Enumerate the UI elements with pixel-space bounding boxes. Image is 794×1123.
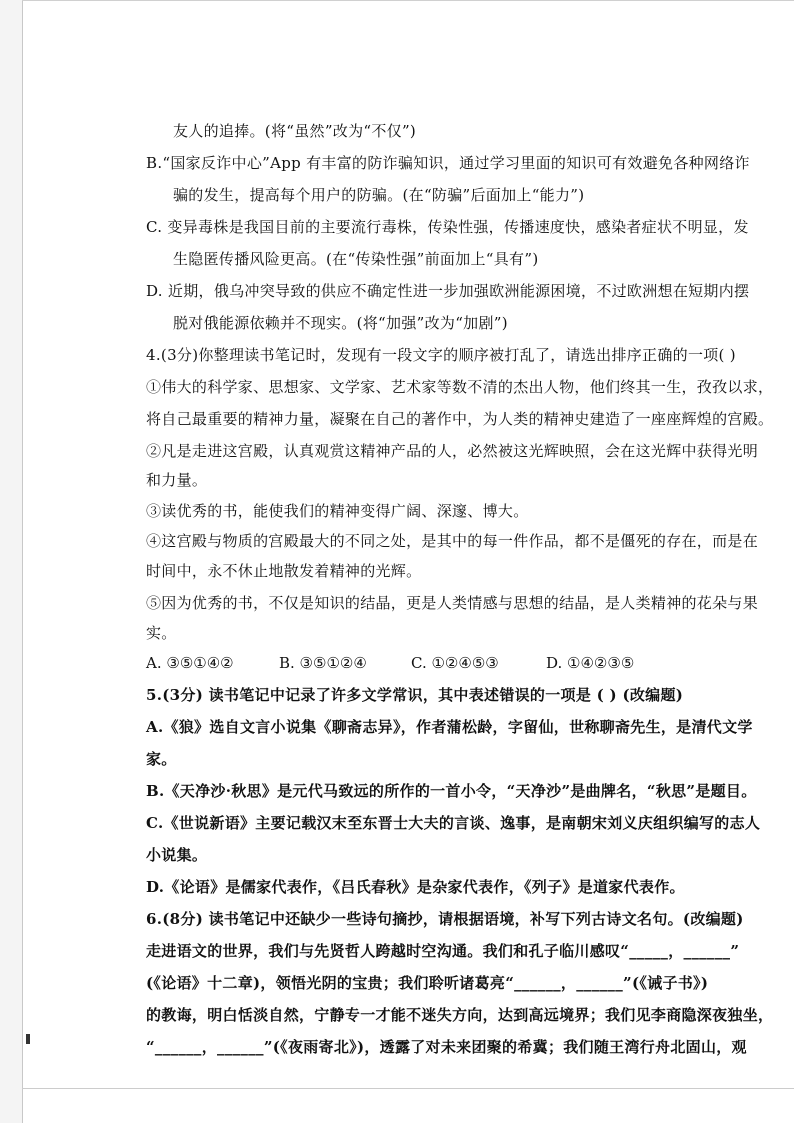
- q6-passage-4: “______，______”(《夜雨寄北》)，透露了对未来团聚的希冀；我们随王湾行舟北固山，观: [146, 1038, 747, 1056]
- q4-sentence-4-cont: 时间中，永不休止地散发着精神的光辉。: [146, 562, 422, 580]
- q3-option-c-cont: 生隐匿传播风险更高。(在“传染性强”前面加上“具有”): [173, 250, 539, 268]
- scan-edge-left: [22, 0, 23, 1123]
- q4-option-c: C. ①②④⑤③: [411, 654, 499, 672]
- q3-option-a-end: 友人的追捧。(将“虽然”改为“不仅”): [173, 122, 417, 140]
- q3-option-d-cont: 脱对俄能源依赖并不现实。(将“加强”改为“加剧”): [173, 314, 508, 332]
- scan-edge-bottom: [22, 1088, 794, 1089]
- question-5-stem: 5.(3分) 读书笔记中记录了许多文学常识，其中表述错误的一项是 ( ) (改编题): [146, 686, 684, 704]
- q5-option-d: D.《论语》是儒家代表作，《吕氏春秋》是杂家代表作，《列子》是道家代表作。: [146, 878, 685, 896]
- q4-sentence-3: ③读优秀的书，能使我们的精神变得广阔、深邃、博大。: [146, 502, 529, 520]
- q5-option-a: A.《狼》选自文言小说集《聊斋志异》，作者蒲松龄，字留仙，世称聊斋先生，是清代文学: [146, 718, 753, 736]
- q4-sentence-2: ②凡是走进这宫殿，认真观赏这精神产品的人，必然被这光辉映照，会在这光辉中获得光明: [146, 442, 759, 460]
- q5-option-b: B.《天净沙·秋思》是元代马致远的所作的一首小令，“天净沙”是曲牌名，“秋思”是题目。: [146, 782, 757, 800]
- q4-option-d: D. ①④②③⑤: [546, 654, 635, 672]
- question-6-stem: 6.(8分) 读书笔记中还缺少一些诗句摘抄，请根据语境，补写下列古诗文名句。(改编题): [146, 910, 744, 928]
- q4-options: [146, 653, 666, 675]
- q4-sentence-1-cont: 将自己最重要的精神力量，凝聚在自己的著作中，为人类的精神史建造了一座座辉煌的宫殿。: [146, 410, 774, 428]
- q3-option-c: C. 变异毒株是我国目前的主要流行毒株，传染性强，传播速度快，感染者症状不明显，发: [146, 218, 749, 236]
- q5-option-c: C.《世说新语》主要记载汉末至东晋士大夫的言谈、逸事，是南朝宋刘义庆组织编写的志人: [146, 814, 761, 832]
- q4-sentence-1: ①伟大的科学家、思想家、文学家、艺术家等数不清的杰出人物，他们终其一生，孜孜以求，: [146, 378, 774, 396]
- q4-option-a: A. ③⑤①④②: [146, 654, 234, 672]
- q4-sentence-5: ⑤因为优秀的书，不仅是知识的结晶，更是人类情感与思想的结晶，是人类精神的花朵与果: [146, 594, 759, 612]
- binding-mark: [26, 1034, 30, 1044]
- q6-passage-2: (《论语》十二章)，领悟光阴的宝贵；我们聆听诸葛亮“______，______”(《诫子书》): [146, 974, 709, 992]
- q5-option-c-cont: 小说集。: [146, 846, 208, 864]
- q5-option-a-cont: 家。: [146, 750, 177, 768]
- q3-option-d: D. 近期，俄乌冲突导致的供应不确定性进一步加强欧洲能源困境，不过欧洲想在短期内摆: [146, 282, 750, 300]
- q4-sentence-4: ④这宫殿与物质的宫殿最大的不同之处，是其中的每一件作品，都不是僵死的存在，而是在: [146, 532, 759, 550]
- q4-sentence-2-cont: 和力量。: [146, 471, 208, 489]
- q4-sentence-5-cont: 实。: [146, 624, 177, 642]
- q4-option-b: B. ③⑤①②④: [279, 654, 367, 672]
- q6-passage-3: 的教诲，明白恬淡自然，宁静专一才能不迷失方向，达到高远境界；我们见李商隐深夜独坐，: [146, 1006, 774, 1024]
- q6-passage-1: 走进语文的世界，我们与先贤哲人跨越时空沟通。我们和孔子临川感叹“_____，______”: [146, 942, 740, 960]
- question-4-stem: 4.(3分)你整理读书笔记时，发现有一段文字的顺序被打乱了，请选出排序正确的一项( ): [146, 346, 736, 364]
- q3-option-b-cont: 骗的发生，提高每个用户的防骗。(在“防骗”后面加上“能力”): [173, 186, 585, 204]
- scan-margin: [0, 0, 22, 1123]
- scan-edge-top: [22, 0, 794, 1]
- q3-option-b: B.“国家反诈中心”App 有丰富的防诈骗知识，通过学习里面的知识可有效避免各种网络诈: [146, 154, 750, 172]
